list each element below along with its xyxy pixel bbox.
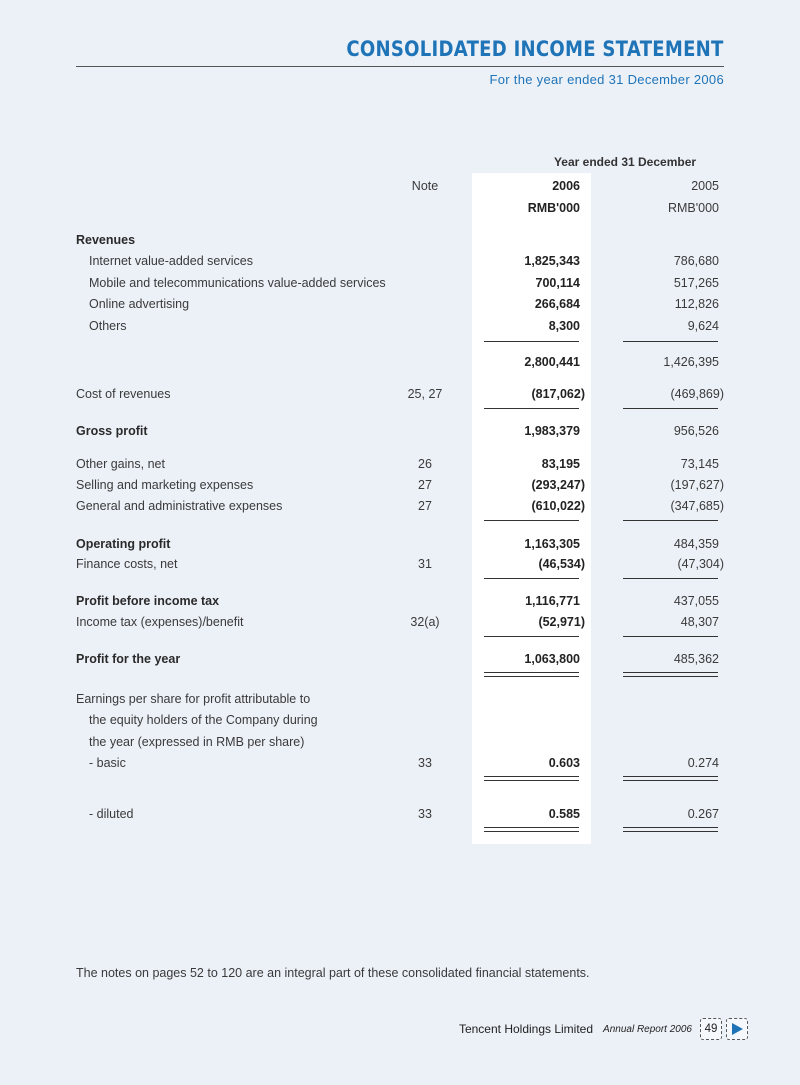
value-2006: (46,534) [538,557,585,571]
row-label: Income tax (expenses)/benefit [76,615,244,629]
row-ivas [0,254,800,272]
value-2005: 517,265 [673,276,719,290]
double-underline-2005 [623,776,718,777]
page-number: 49 [700,1018,722,1040]
row-label: Internet value-added services [89,254,253,268]
value-2005: 485,362 [673,652,719,666]
underline-2005 [623,341,718,342]
row-profit-for-year [0,652,800,670]
row-note: 27 [418,478,432,492]
value-2005: (197,627) [670,478,724,492]
page-footer [459,1018,748,1040]
value-2006: 1,825,343 [524,254,580,268]
row-operating-profit [0,537,800,555]
double-underline-2006 [484,827,579,828]
value-2005: 1,426,395 [663,355,719,369]
row-label: Others [89,319,127,333]
row-eps-basic [0,756,800,774]
row-selling-marketing [0,478,800,496]
value-2005: 786,680 [673,254,719,268]
underline-2005 [623,636,718,637]
footer-report: Annual Report 2006 [603,1023,692,1035]
double-underline-2005 [623,827,718,828]
row-eps-diluted [0,807,800,825]
row-note: 32(a) [410,615,440,629]
footnote: The notes on pages 52 to 120 are an integral part of these consolidated financial statements. [76,966,590,980]
page-subtitle: For the year ended 31 December 2006 [489,72,724,87]
row-revenues [0,233,800,251]
row-label: Revenues [76,233,136,247]
underline-2005 [623,520,718,521]
value-2006: 2,800,441 [524,355,580,369]
value-2006: (610,022) [531,499,585,513]
row-eps-line-3 [0,735,800,753]
value-2006: (293,247) [531,478,585,492]
value-2006: 1,063,800 [524,652,580,666]
row-label: Selling and marketing expenses [76,478,254,492]
row-others [0,319,800,337]
value-2006: 83,195 [541,457,580,471]
double-underline-2006 [484,780,579,781]
value-2006: 700,114 [535,276,580,290]
value-2006: (52,971) [538,615,585,629]
value-2005: 48,307 [680,615,719,629]
value-2006: 8,300 [548,319,580,333]
row-note: 27 [418,499,432,513]
footer-company: Tencent Holdings Limited [458,1022,594,1036]
row-finance-costs [0,557,800,575]
row-label: Other gains, net [76,457,165,471]
double-underline-2006 [484,776,579,777]
row-general-admin [0,499,800,517]
value-2005: 112,826 [674,297,719,311]
row-label: General and administrative expenses [76,499,283,513]
column-header-row [0,179,800,197]
row-label: the equity holders of the Company during [89,713,318,727]
row-profit-before-tax [0,594,800,612]
row-label: - basic [89,756,126,770]
value-2006: 1,116,771 [525,594,580,608]
row-note: 33 [418,807,432,821]
unit-row [0,201,800,219]
row-label: Profit before income tax [76,594,220,608]
header-rule [76,66,724,67]
underline-2005 [623,408,718,409]
row-label: Gross profit [76,424,148,438]
double-underline-2005 [623,831,718,832]
period-header: Year ended 31 December [553,155,697,169]
value-2005: 956,526 [673,424,719,438]
next-page-button[interactable] [726,1018,748,1040]
value-2005: 0.274 [687,756,719,770]
value-2005: (469,869) [670,387,724,401]
value-2006: 1,983,379 [524,424,580,438]
row-eps-line-1 [0,692,800,710]
double-underline-2005 [623,672,718,673]
value-2006: 0.585 [548,807,580,821]
row-label: Cost of revenues [76,387,171,401]
row-other-gains [0,457,800,475]
underline-2005 [623,578,718,579]
double-underline-2005 [623,676,718,677]
row-revenue-total [0,355,800,373]
double-underline-2005 [623,780,718,781]
value-2005: 0.267 [687,807,719,821]
row-cost-of-revenues [0,387,800,405]
row-label: Finance costs, net [76,557,178,571]
row-note: 25, 27 [407,387,443,401]
page-title: CONSOLIDATED INCOME STATEMENT [346,37,724,61]
right-arrow-icon [730,1022,744,1036]
year-prior: 2005 [691,179,719,193]
value-2005: (347,685) [670,499,724,513]
row-income-tax [0,615,800,633]
row-label: Profit for the year [76,652,181,666]
row-note: 33 [418,756,432,770]
double-underline-2006 [484,831,579,832]
value-2006: 1,163,305 [524,537,580,551]
row-mvas [0,276,800,294]
underline-2006 [484,578,579,579]
row-label: Operating profit [76,537,171,551]
underline-2006 [484,341,579,342]
unit-prior: RMB'000 [667,201,719,215]
row-label: Earnings per share for profit attributable to [76,692,311,706]
row-eps-line-2 [0,713,800,731]
row-label: - diluted [89,807,134,821]
row-label: Mobile and telecommunications value-added services [89,276,386,290]
underline-2006 [484,636,579,637]
unit-current: RMB'000 [527,201,580,215]
value-2005: 9,624 [687,319,719,333]
underline-2006 [484,520,579,521]
row-label: Online advertising [89,297,190,311]
note-header: Note [411,179,439,193]
value-2006: (817,062) [531,387,585,401]
row-note: 26 [418,457,432,471]
double-underline-2006 [484,672,579,673]
row-label: the year (expressed in RMB per share) [89,735,305,749]
value-2005: 437,055 [673,594,719,608]
row-online-advertising [0,297,800,315]
double-underline-2006 [484,676,579,677]
value-2005: (47,304) [677,557,724,571]
value-2006: 266,684 [534,297,580,311]
value-2006: 0.603 [548,756,580,770]
value-2005: 484,359 [673,537,719,551]
underline-2006 [484,408,579,409]
value-2005: 73,145 [680,457,719,471]
year-current: 2006 [552,179,580,193]
row-gross-profit [0,424,800,442]
row-note: 31 [418,557,432,571]
